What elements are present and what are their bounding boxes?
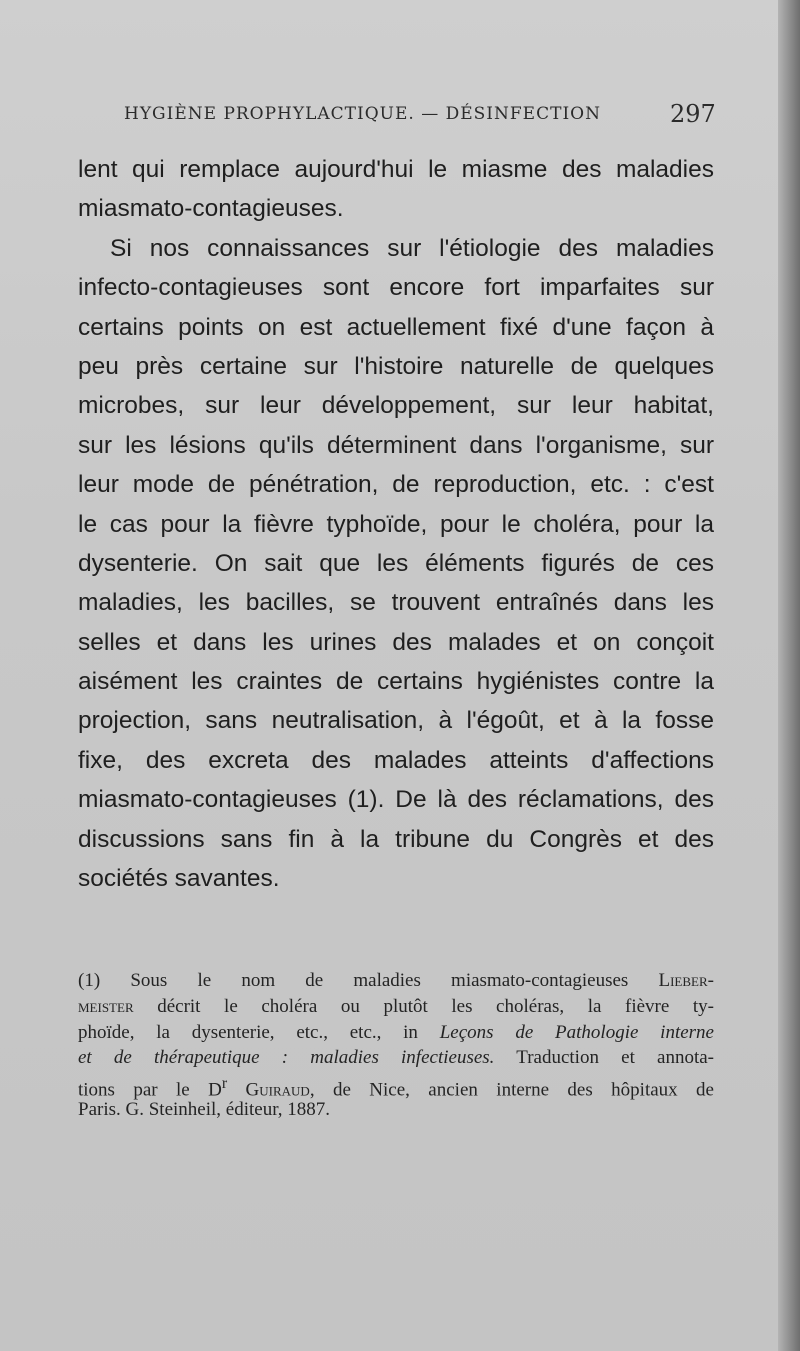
footnote-superscript: r	[221, 1075, 228, 1093]
body-line: peu près certaine sur l'histoire naturelle de quelques	[78, 352, 714, 380]
footnote-author: meister	[78, 995, 134, 1017]
body-line: fixe, des excreta des malades atteints d'affections	[78, 746, 714, 774]
body-line: maladies, les bacilles, se trouvent entraînés dans les	[78, 589, 714, 617]
page-edge-shadow	[778, 0, 800, 1351]
footnote-author: Lieber-	[658, 970, 714, 991]
footnote-author: Guiraud	[245, 1079, 310, 1101]
body-line: microbes, sur leur développement, sur leur habitat,	[78, 392, 714, 420]
footnote-text: décrit le choléra ou plutôt les choléras, la fièvre ty-	[133, 995, 714, 1017]
footnote-book-title: Leçons de Pathologie interne	[439, 1021, 714, 1043]
running-title: HYGIÈNE PROPHYLACTIQUE. — DÉSINFECTION	[124, 104, 601, 124]
footnote-line: Paris. G. Steinheil, éditeur, 1887.	[78, 1098, 331, 1120]
body-line: leur mode de pénétration, de reproduction, etc. : c'est	[78, 471, 714, 499]
body-line: miasmato-contagieuses.	[78, 195, 344, 223]
body-line: sociétés savantes.	[78, 865, 280, 893]
body-line: discussions sans fin à la tribune du Congrès et des	[78, 825, 714, 853]
footnote-text: (1) Sous le nom de maladies miasmato-contagieuses	[78, 970, 659, 991]
running-head	[124, 100, 724, 130]
footnote-text: Traduction et annota-	[494, 1047, 715, 1069]
footnote-text: tions par le D	[78, 1079, 222, 1101]
footnote-line	[78, 1020, 714, 1046]
body-line: infecto-contagieuses sont encore fort imparfaites sur	[78, 274, 714, 302]
footnote	[78, 968, 714, 1123]
footnote-line	[78, 1045, 714, 1071]
body-line: sur les lésions qu'ils déterminent dans l'organisme, sur	[78, 431, 714, 459]
body-line: aisément les craintes de certains hygiénistes contre la	[78, 668, 714, 696]
footnote-line	[78, 1071, 714, 1101]
body-line: le cas pour la fièvre typhoïde, pour le choléra, pour la	[78, 510, 714, 538]
body-text	[78, 150, 714, 898]
footnote-line	[78, 968, 714, 994]
page-number: 297	[670, 100, 716, 128]
body-line: miasmato-contagieuses (1). De là des réclamations, des	[78, 786, 714, 814]
body-line: selles et dans les urines des malades et on conçoit	[78, 628, 714, 656]
body-line: lent qui remplace aujourd'hui le miasme des maladies	[78, 156, 714, 183]
footnote-line	[78, 994, 714, 1020]
footnote-book-title: et de thérapeutique : maladies infectieuses.	[78, 1047, 495, 1069]
body-line: certains points on est actuellement fixé d'une façon à	[78, 313, 714, 341]
body-line: projection, sans neutralisation, à l'égoût, et à la fosse	[78, 707, 714, 735]
footnote-text: phoïde, la dysenterie, etc., etc., in	[78, 1021, 440, 1043]
body-line: Si nos connaissances sur l'étiologie des maladies	[110, 234, 714, 262]
footnote-text: , de Nice, ancien interne des hôpitaux de	[309, 1079, 714, 1101]
body-line: dysenterie. On sait que les éléments figurés de ces	[78, 549, 714, 577]
